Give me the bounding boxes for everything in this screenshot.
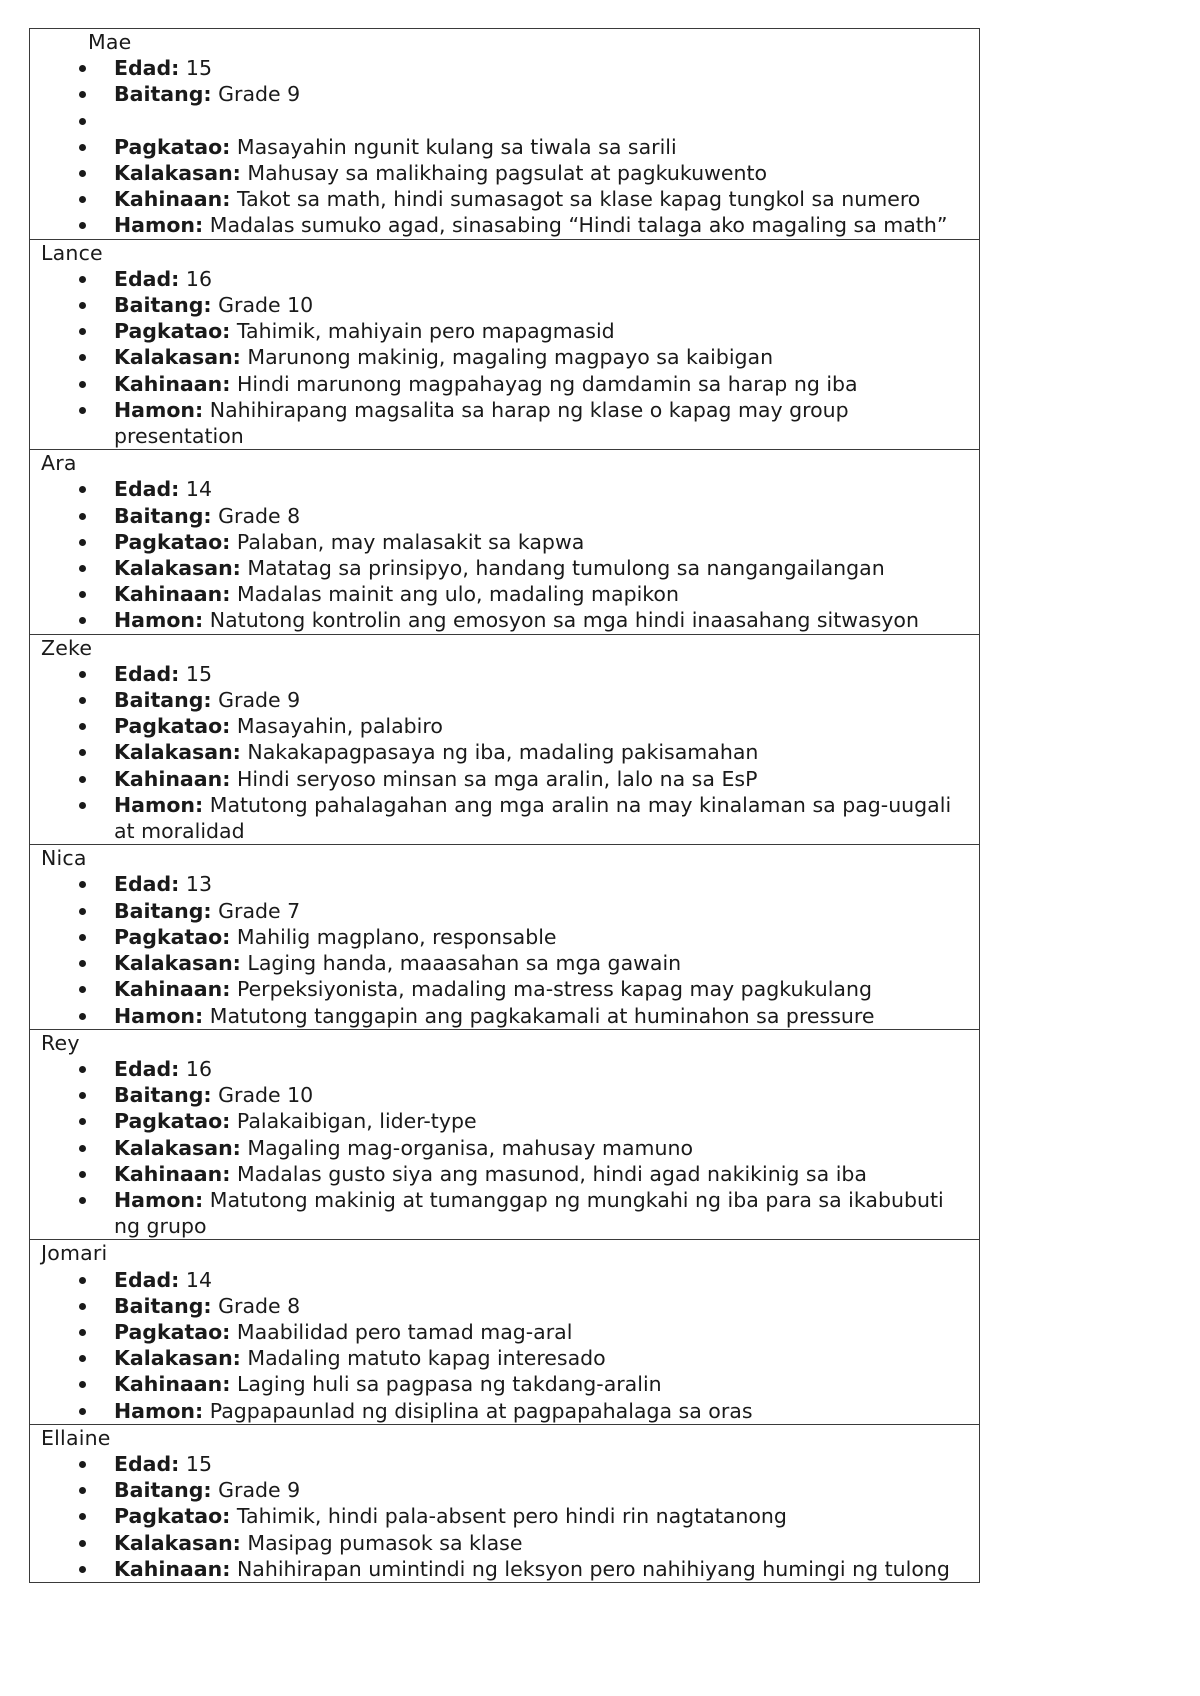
- attribute-label: Baitang:: [114, 82, 212, 107]
- attribute-item: [114, 976, 971, 1002]
- attribute-value: Grade 9: [218, 82, 301, 107]
- attribute-value: Grade 9: [218, 1478, 301, 1503]
- attribute-item: [114, 397, 971, 449]
- student-cell: [30, 450, 980, 634]
- attribute-label: Hamon:: [114, 608, 204, 633]
- attribute-value: 14: [185, 477, 213, 502]
- attribute-value: Matutong makinig at tumanggap ng mungkahi ng iba para sa ikabubuti ng grupo: [114, 1187, 944, 1239]
- attribute-item: [114, 898, 971, 924]
- attribute-label: Pagkatao:: [114, 714, 231, 739]
- student-name: Ara: [41, 451, 77, 476]
- attribute-label: Edad:: [114, 56, 180, 81]
- attribute-value: Madalas mainit ang ulo, madaling mapikon: [236, 582, 679, 607]
- attribute-value: Palaban, may malasakit sa kapwa: [236, 529, 585, 554]
- student-attribute-list: [41, 476, 971, 633]
- attribute-value: Perpeksiyonista, madaling ma-stress kapag may pagkukulang: [236, 977, 872, 1002]
- attribute-item: [114, 134, 971, 160]
- attribute-value: 15: [185, 661, 213, 686]
- attribute-label: Edad:: [114, 266, 180, 291]
- attribute-label: Edad:: [114, 661, 180, 686]
- attribute-item: [114, 81, 971, 107]
- attribute-value: Matutong pahalagahan ang mga aralin na may kinalaman sa pag-uugali at moralidad: [114, 792, 952, 844]
- attribute-value: Marunong makinig, magaling magpayo sa kaibigan: [247, 345, 774, 370]
- attribute-item: [114, 766, 971, 792]
- attribute-item: [114, 292, 971, 318]
- attribute-item: [114, 792, 971, 844]
- attribute-label: Kahinaan:: [114, 977, 231, 1002]
- student-attribute-list: [41, 1267, 971, 1424]
- attribute-value: Masayahin ngunit kulang sa tiwala sa sarili: [236, 134, 677, 159]
- attribute-value: Nahihirapang magsalita sa harap ng klase o kapag may group presentation: [114, 397, 849, 449]
- attribute-label: Kahinaan:: [114, 1556, 231, 1581]
- attribute-value: Madalas gusto siya ang masunod, hindi agad nakikinig sa iba: [236, 1161, 867, 1186]
- attribute-item: [114, 687, 971, 713]
- attribute-item: [114, 186, 971, 212]
- attribute-label: Edad:: [114, 1056, 180, 1081]
- attribute-label: Baitang:: [114, 688, 212, 713]
- attribute-value: 15: [185, 56, 213, 81]
- student-row: [30, 450, 980, 634]
- attribute-label: Kalakasan:: [114, 951, 241, 976]
- attribute-item: [114, 1451, 971, 1477]
- student-cell: [30, 29, 980, 240]
- attribute-item: [114, 1530, 971, 1556]
- attribute-label: Baitang:: [114, 1083, 212, 1108]
- attribute-item: [114, 371, 971, 397]
- attribute-value: Mahilig magplano, responsable: [236, 924, 557, 949]
- attribute-value: Grade 9: [218, 688, 301, 713]
- attribute-label: Kahinaan:: [114, 1372, 231, 1397]
- attribute-value: Nahihirapan umintindi ng leksyon pero nahihiyang humingi ng tulong: [236, 1556, 950, 1581]
- attribute-value: Mahusay sa malikhaing pagsulat at pagkukuwento: [247, 161, 768, 185]
- attribute-value: Hindi marunong magpahayag ng damdamin sa harap ng iba: [236, 371, 858, 396]
- attribute-value: 15: [185, 1451, 213, 1476]
- attribute-value: Nakakapagpasaya ng iba, madaling pakisamahan: [247, 740, 759, 765]
- attribute-label: Baitang:: [114, 1478, 212, 1503]
- attribute-item: [114, 1161, 971, 1187]
- attribute-label: Kahinaan:: [114, 1161, 231, 1186]
- attribute-label: Kahinaan:: [114, 187, 231, 212]
- attribute-item: [114, 555, 971, 581]
- attribute-label: Kahinaan:: [114, 766, 231, 791]
- attribute-item: [114, 661, 971, 687]
- attribute-value: Tahimik, hindi pala-absent pero hindi rin nagtatanong: [236, 1504, 787, 1529]
- attribute-item: [114, 1477, 971, 1503]
- attribute-value: Palakaibigan, lider-type: [236, 1109, 477, 1134]
- attribute-item: [114, 1319, 971, 1345]
- attribute-label: Baitang:: [114, 503, 212, 528]
- attribute-item: [114, 1293, 971, 1319]
- attribute-value: 16: [185, 266, 213, 291]
- attribute-item: [114, 1003, 971, 1029]
- attribute-label: Pagkatao:: [114, 319, 231, 344]
- attribute-label: Kalakasan:: [114, 556, 241, 581]
- attribute-item: [114, 212, 971, 238]
- attribute-label: Hamon:: [114, 213, 204, 238]
- attribute-item: [114, 160, 971, 186]
- attribute-value: Grade 8: [218, 1293, 301, 1318]
- attribute-value: 13: [185, 872, 213, 897]
- student-attribute-list: [41, 1056, 971, 1239]
- attribute-value: Grade 10: [218, 293, 314, 318]
- attribute-item: [114, 871, 971, 897]
- student-cell: [30, 1240, 980, 1424]
- attribute-item: [114, 1556, 971, 1582]
- student-row: [30, 29, 980, 240]
- attribute-value: Masipag pumasok sa klase: [247, 1530, 523, 1555]
- attribute-item: [114, 713, 971, 739]
- attribute-item: [114, 1135, 971, 1161]
- attribute-item: [114, 1056, 971, 1082]
- attribute-value: Takot sa math, hindi sumasagot sa klase kapag tungkol sa numero: [236, 187, 921, 212]
- attribute-item: [114, 266, 971, 292]
- student-row: [30, 634, 980, 845]
- attribute-label: Hamon:: [114, 397, 204, 422]
- attribute-item: [114, 1398, 971, 1424]
- attribute-label: Kalakasan:: [114, 1530, 241, 1555]
- student-cell: [30, 1029, 980, 1240]
- student-name: Rey: [41, 1030, 80, 1055]
- attribute-label: Kalakasan:: [114, 1135, 241, 1160]
- attribute-item: [114, 1267, 971, 1293]
- attribute-value: Madaling matuto kapag interesado: [247, 1346, 606, 1371]
- student-attribute-list: [41, 1451, 971, 1582]
- student-row: [30, 239, 980, 450]
- attribute-value: Hindi seryoso minsan sa mga aralin, lalo na sa EsP: [236, 766, 758, 791]
- student-name: Lance: [41, 240, 103, 265]
- student-row: [30, 845, 980, 1029]
- attribute-value: Madalas sumuko agad, sinasabing “Hindi talaga ako magaling sa math”: [209, 213, 948, 238]
- student-cell: [30, 239, 980, 450]
- attribute-label: Edad:: [114, 477, 180, 502]
- attribute-value: Maabilidad pero tamad mag-aral: [236, 1319, 573, 1344]
- attribute-label: Kalakasan:: [114, 740, 241, 765]
- student-row: [30, 1424, 980, 1582]
- attribute-value: Natutong kontrolin ang emosyon sa mga hindi inaasahang sitwasyon: [209, 608, 919, 633]
- attribute-item: [114, 581, 971, 607]
- student-cell: [30, 634, 980, 845]
- attribute-value: 16: [185, 1056, 213, 1081]
- attribute-label: Baitang:: [114, 898, 212, 923]
- attribute-item: [114, 607, 971, 633]
- attribute-label: Kalakasan:: [114, 1346, 241, 1371]
- attribute-label: Edad:: [114, 1451, 180, 1476]
- attribute-label: Hamon:: [114, 1187, 204, 1212]
- attribute-item: [114, 1108, 971, 1134]
- attribute-label: Baitang:: [114, 293, 212, 318]
- attribute-value: Grade 10: [218, 1083, 314, 1108]
- attribute-item: [114, 503, 971, 529]
- attribute-item: [114, 344, 971, 370]
- attribute-item: [114, 476, 971, 502]
- student-attribute-list: [41, 55, 971, 238]
- attribute-label: Hamon:: [114, 1398, 204, 1423]
- student-name: Jomari: [41, 1241, 108, 1266]
- student-name: Ellaine: [41, 1425, 111, 1450]
- student-profile-table: [29, 28, 980, 1583]
- student-profile-table-body: [30, 29, 980, 1583]
- attribute-item: [114, 739, 971, 765]
- student-attribute-list: [41, 871, 971, 1028]
- attribute-value: Matatag sa prinsipyo, handang tumulong sa nangangailangan: [247, 556, 885, 581]
- student-cell: [30, 845, 980, 1029]
- attribute-value: Matutong tanggapin ang pagkakamali at huminahon sa pressure: [209, 1003, 875, 1028]
- attribute-value: Laging huli sa pagpasa ng takdang-aralin: [236, 1372, 662, 1397]
- attribute-item: [114, 950, 971, 976]
- student-row: [30, 1029, 980, 1240]
- student-name: Mae: [88, 30, 132, 54]
- student-row: [30, 1240, 980, 1424]
- student-cell: [30, 1424, 980, 1582]
- attribute-label: Pagkatao:: [114, 1319, 231, 1344]
- attribute-label: Pagkatao:: [114, 134, 231, 159]
- attribute-item: [114, 55, 971, 81]
- attribute-value: Laging handa, maaasahan sa mga gawain: [247, 951, 682, 976]
- attribute-item: [114, 1503, 971, 1529]
- student-attribute-list: [41, 661, 971, 844]
- attribute-value: Tahimik, mahiyain pero mapagmasid: [236, 319, 615, 344]
- attribute-label: Hamon:: [114, 1003, 204, 1028]
- attribute-item: [114, 108, 971, 134]
- attribute-label: Pagkatao:: [114, 924, 231, 949]
- attribute-value: Magaling mag-organisa, mahusay mamuno: [247, 1135, 694, 1160]
- attribute-label: Baitang:: [114, 1293, 212, 1318]
- attribute-label: Kahinaan:: [114, 371, 231, 396]
- student-attribute-list: [41, 266, 971, 449]
- attribute-value: Grade 7: [218, 898, 301, 923]
- attribute-label: Edad:: [114, 872, 180, 897]
- attribute-item: [114, 924, 971, 950]
- attribute-value: 14: [185, 1267, 213, 1292]
- attribute-label: Kalakasan:: [114, 161, 241, 185]
- attribute-label: Kalakasan:: [114, 345, 241, 370]
- attribute-label: Pagkatao:: [114, 529, 231, 554]
- attribute-value: Grade 8: [218, 503, 301, 528]
- student-name: Zeke: [41, 635, 93, 660]
- attribute-item: [114, 529, 971, 555]
- attribute-label: Pagkatao:: [114, 1109, 231, 1134]
- attribute-label: Pagkatao:: [114, 1504, 231, 1529]
- attribute-label: Kahinaan:: [114, 582, 231, 607]
- attribute-item: [114, 1187, 971, 1239]
- attribute-value: Masayahin, palabiro: [236, 714, 443, 739]
- attribute-value: Pagpapaunlad ng disiplina at pagpapahalaga sa oras: [209, 1398, 753, 1423]
- attribute-item: [114, 1082, 971, 1108]
- attribute-item: [114, 1371, 971, 1397]
- attribute-label: Hamon:: [114, 792, 204, 817]
- attribute-label: Edad:: [114, 1267, 180, 1292]
- attribute-item: [114, 1345, 971, 1371]
- attribute-item: [114, 318, 971, 344]
- student-name: Nica: [41, 846, 87, 871]
